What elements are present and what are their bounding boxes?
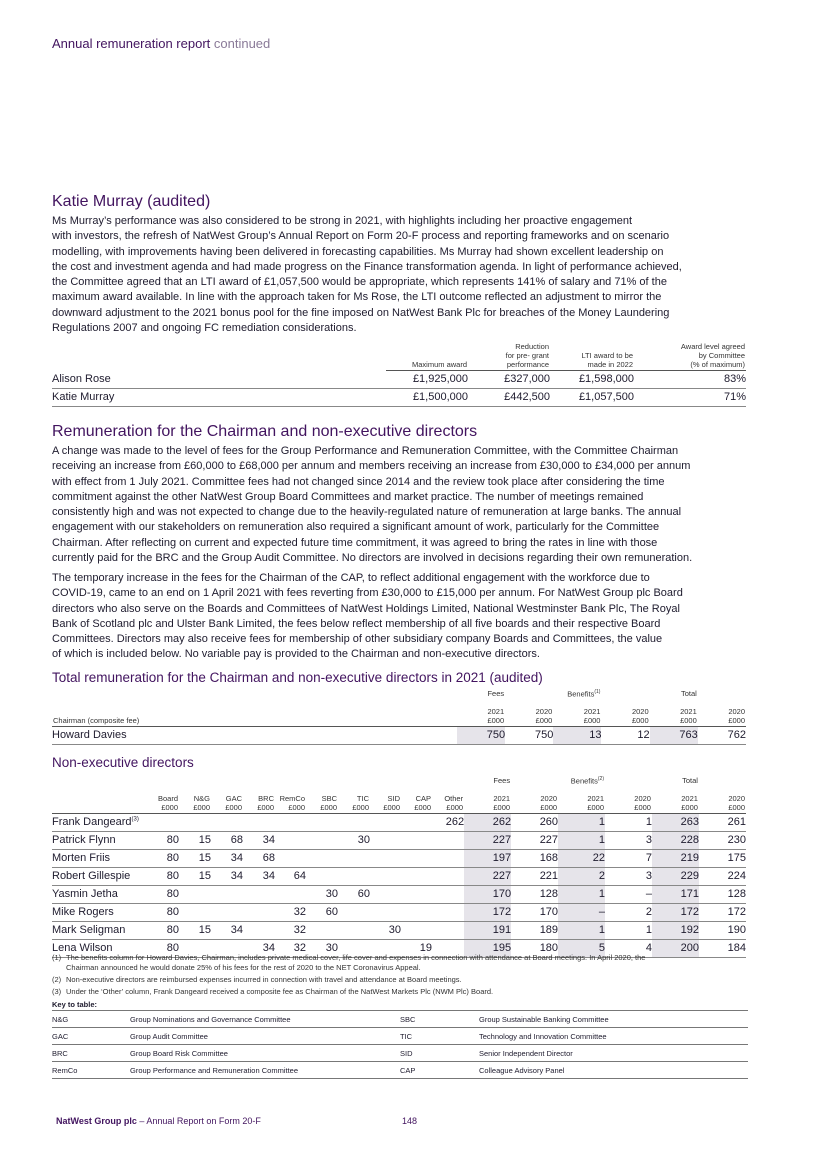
- murray-heading: Katie Murray (audited): [52, 193, 211, 210]
- year-header: 2021 £000: [553, 700, 601, 726]
- cell: 224: [699, 867, 746, 885]
- cell: [432, 885, 464, 903]
- cell: £1,500,000: [386, 388, 468, 406]
- cell: [243, 903, 275, 921]
- cell: [179, 885, 211, 903]
- cell: 263: [652, 813, 699, 831]
- cell: 219: [652, 849, 699, 867]
- cell: 15: [179, 867, 211, 885]
- row-name: Alison Rose: [52, 370, 386, 388]
- year-header: 2021 £000: [464, 787, 511, 813]
- cell: [370, 903, 401, 921]
- cell: 262: [432, 813, 464, 831]
- cell: 1: [605, 921, 652, 939]
- cell: 2: [605, 903, 652, 921]
- text-line: Bank of Scotland plc and Ulster Bank Limited, the fees below reflect membership of all five boards and their respective Board: [52, 617, 661, 630]
- cell: 22: [558, 849, 605, 867]
- cell: 60: [338, 885, 370, 903]
- cell: £1,598,000: [550, 370, 634, 388]
- cell: 227: [464, 831, 511, 849]
- cell: 170: [511, 903, 558, 921]
- cell: [179, 903, 211, 921]
- cell: 34: [243, 867, 275, 885]
- chairman-fee-table: [52, 687, 746, 745]
- row-name: Frank Dangeard$^{(3)}$: [52, 813, 148, 831]
- table-row: [52, 921, 746, 939]
- cell: 128: [511, 885, 558, 903]
- table-row: [52, 813, 746, 831]
- cell: [401, 885, 432, 903]
- page-header: [52, 36, 270, 51]
- cell: [401, 813, 432, 831]
- text-line: Regulations 2007 and ongoing FC remediation considerations.: [52, 322, 357, 335]
- cell: 64: [275, 867, 306, 885]
- year-header: 2020 £000: [511, 787, 558, 813]
- committee-header: CAP £000: [401, 787, 432, 813]
- cell: 13: [553, 726, 601, 744]
- text-line: of which is included below. No variable pay is provided to the Chairman and non-executive directors.: [52, 648, 540, 661]
- cell: 71%: [634, 388, 746, 406]
- footer-text: – Annual Report on Form 20-F: [136, 1116, 261, 1126]
- text-line: receiving an increase from £60,000 to £68,000 per annum and members receiving an increase from £30,000 to £34,000 per annum: [52, 460, 691, 473]
- cell: 4: [605, 939, 652, 957]
- cell: 15: [179, 831, 211, 849]
- cell: 34: [243, 831, 275, 849]
- text-line: currently paid for the BRC and the Group Audit Committee. No directors are involved in decisions regarding their own remuneration.: [52, 552, 693, 565]
- cell: [432, 867, 464, 885]
- year-header: 2020 £000: [699, 787, 746, 813]
- header-suffix: continued: [213, 36, 271, 51]
- cell: 5: [558, 939, 605, 957]
- cell: 1: [558, 813, 605, 831]
- cell: –: [605, 885, 652, 903]
- footer-brand: NatWest Group plc: [56, 1116, 137, 1126]
- cell: [306, 867, 338, 885]
- committee-header: N&G £000: [179, 787, 211, 813]
- cell: 170: [464, 885, 511, 903]
- text-line: maximum award available. In line with the approach taken for Ms Rose, the LTI outcome reflected an adjustment to mirror the: [52, 291, 662, 304]
- cell: 221: [511, 867, 558, 885]
- key-title: Key to table:: [52, 1000, 98, 1009]
- ned-heading: Non-executive directors: [52, 755, 194, 770]
- year-header: 2020 £000: [605, 787, 652, 813]
- committee-header: Board £000: [148, 787, 179, 813]
- cell: [211, 903, 243, 921]
- committee-header: SID £000: [370, 787, 401, 813]
- cell: 261: [699, 813, 746, 831]
- cell: 260: [511, 813, 558, 831]
- year-header: 2020 £000: [505, 700, 553, 726]
- page-number: 148: [402, 1116, 418, 1126]
- lti-table: [52, 340, 746, 407]
- row-name: Lena Wilson: [52, 939, 148, 957]
- cell: 32: [275, 921, 306, 939]
- text-line: the cost and investment agenda and had made progress on the Finance transformation agenda. In light of performance achieved,: [52, 260, 682, 273]
- cell: 168: [511, 849, 558, 867]
- year-header: 2020 £000: [698, 700, 746, 726]
- committee-header: SBC £000: [306, 787, 338, 813]
- committee-header: GAC £000: [211, 787, 243, 813]
- cell: 750: [505, 726, 553, 744]
- text-line: The temporary increase in the fees for the Chairman of the CAP, to reflect additional engagement with the workforce due to: [52, 572, 650, 584]
- key-row: RemCo Group Performance and Remuneration Committee CAP Colleague Advisory Panel: [52, 1062, 748, 1079]
- cell: –: [558, 903, 605, 921]
- text-line: the Committee agreed that an LTI award of £1,057,500 would be appropriate, which represents 141% of salary and 71% of the: [52, 276, 667, 289]
- cell: [370, 849, 401, 867]
- cell: 83%: [634, 370, 746, 388]
- cell: 15: [179, 921, 211, 939]
- year-header: 2021 £000: [558, 787, 605, 813]
- cell: 171: [652, 885, 699, 903]
- committee-header: Other £000: [432, 787, 464, 813]
- group-benefits: Benefits$^{(1)}$: [567, 688, 601, 699]
- cell: £1,925,000: [386, 370, 468, 388]
- cell: 227: [464, 867, 511, 885]
- cell: [401, 867, 432, 885]
- cell: 1: [558, 831, 605, 849]
- cell: 30: [370, 921, 401, 939]
- footnotes: [52, 953, 752, 997]
- cell: [338, 867, 370, 885]
- committee-header: BRC £000: [243, 787, 275, 813]
- cell: 191: [464, 921, 511, 939]
- cell: 1: [605, 813, 652, 831]
- cell: [306, 921, 338, 939]
- header-lti: LTI award to be made in 2022: [550, 340, 634, 370]
- text-line: A change was made to the level of fees for the Group Performance and Remuneration Committee, with the Committee Chairman: [52, 445, 679, 457]
- table-row: [52, 370, 746, 388]
- cell: 7: [605, 849, 652, 867]
- row-name: Yasmin Jetha: [52, 885, 148, 903]
- footnote: (1) The benefits column for Howard Davies, Chairman, includes private medical cover, life cover and expenses in connection with attendance at Board meetings. In April 2020, the Chairman announced he would donate 25% of his fees for the rest of 2020 to the NET Coronavirus Appeal.: [52, 953, 646, 972]
- year-header: 2021 £000: [650, 700, 698, 726]
- text-line: consistently high and was not expected to change due to the heavily-regulated nature of remuneration at large banks. The annual: [52, 506, 682, 519]
- cell: 227: [511, 831, 558, 849]
- footer: [56, 1116, 261, 1126]
- cell: 2: [558, 867, 605, 885]
- cell: [338, 921, 370, 939]
- cell: 34: [211, 849, 243, 867]
- year-header: 2020 £000: [601, 700, 649, 726]
- cell: [306, 831, 338, 849]
- group-total: Total: [682, 776, 698, 785]
- chairman-heading: Remuneration for the Chairman and non-executive directors: [52, 423, 478, 440]
- committee-header: RemCo £000: [275, 787, 306, 813]
- row-name: Mark Seligman: [52, 921, 148, 939]
- cell: 12: [601, 726, 649, 744]
- cell: £1,057,500: [550, 388, 634, 406]
- cell: 3: [605, 831, 652, 849]
- group-total: Total: [680, 689, 697, 698]
- key-row: GAC Group Audit Committee TIC Technology and Innovation Committee: [52, 1028, 748, 1045]
- cell: £327,000: [468, 370, 550, 388]
- chairman-paragraph-1: [52, 444, 772, 566]
- header-reduction: Reduction for pre- grant performance: [468, 340, 550, 370]
- cell: [275, 849, 306, 867]
- cell: [338, 849, 370, 867]
- cell: 172: [652, 903, 699, 921]
- key-table: [52, 1010, 748, 1079]
- cell: 190: [699, 921, 746, 939]
- cell: 172: [699, 903, 746, 921]
- cell: 762: [698, 726, 746, 744]
- table-row: [52, 849, 746, 867]
- cell: 192: [652, 921, 699, 939]
- cell: 197: [464, 849, 511, 867]
- header-level: Award level agreed by Committee (% of maximum): [634, 340, 746, 370]
- cell: £442,500: [468, 388, 550, 406]
- year-header: 2021 £000: [457, 700, 505, 726]
- footnote: (3) Under the ‘Other’ column, Frank Dangeard received a composite fee as Chairman of the NatWest Markets Plc (NWM Plc) Board.: [52, 987, 494, 996]
- cell: [211, 813, 243, 831]
- table-row: [52, 831, 746, 849]
- cell: [370, 867, 401, 885]
- cell: [211, 885, 243, 903]
- cell: [370, 885, 401, 903]
- cell: 30: [306, 939, 338, 957]
- cell: [370, 831, 401, 849]
- cell: 3: [605, 867, 652, 885]
- cell: [179, 813, 211, 831]
- cell: [432, 849, 464, 867]
- cell: 32: [275, 903, 306, 921]
- cell: 34: [211, 867, 243, 885]
- cell: 750: [457, 726, 505, 744]
- cell: 228: [652, 831, 699, 849]
- key-row: N&G Group Nominations and Governance Committee SBC Group Sustainable Banking Committee: [52, 1011, 748, 1028]
- cell: [306, 813, 338, 831]
- cell: 80: [148, 921, 179, 939]
- ned-table: [52, 774, 746, 958]
- cell: [401, 849, 432, 867]
- cell: 80: [148, 939, 179, 957]
- cell: 195: [464, 939, 511, 957]
- committee-header: TIC £000: [338, 787, 370, 813]
- row-name: Patrick Flynn: [52, 831, 148, 849]
- cell: 80: [148, 885, 179, 903]
- footnote: (2) Non-executive directors are reimbursed expenses incurred in connection with travel and attendance at Board meetings.: [52, 975, 462, 984]
- row-label: Chairman (composite fee): [52, 700, 457, 726]
- cell: 184: [699, 939, 746, 957]
- year-header: 2021 £000: [652, 787, 699, 813]
- row-name: Katie Murray: [52, 388, 386, 406]
- cell: 19: [401, 939, 432, 957]
- cell: 68: [243, 849, 275, 867]
- cell: [338, 813, 370, 831]
- total-rem-heading: Total remuneration for the Chairman and non-executive directors in 2021 (audited): [52, 670, 543, 685]
- cell: [401, 831, 432, 849]
- cell: 30: [338, 831, 370, 849]
- text-line: engagement with our stakeholders on remuneration also required a significant amount of work, particularly for the Committee: [52, 521, 660, 534]
- group-benefits: Benefits$^{(2)}$: [570, 775, 605, 786]
- cell: 175: [699, 849, 746, 867]
- cell: [432, 903, 464, 921]
- cell: [401, 921, 432, 939]
- cell: 262: [464, 813, 511, 831]
- cell: [243, 885, 275, 903]
- row-name: Howard Davies: [52, 726, 457, 744]
- cell: 34: [211, 921, 243, 939]
- cell: 1: [558, 921, 605, 939]
- text-line: downward adjustment to the 2021 bonus pool for the fine imposed on NatWest Bank Plc for breaches of the Money Laundering: [52, 306, 670, 319]
- murray-paragraph: [52, 214, 772, 336]
- cell: [401, 903, 432, 921]
- row-label: [52, 787, 148, 813]
- cell: [432, 831, 464, 849]
- cell: 763: [650, 726, 698, 744]
- text-line: COVID-19, came to an end on 1 April 2021 with fees reverting from £30,000 to £15,000 per annum. For NatWest Group plc Board: [52, 587, 683, 600]
- table-row: [52, 726, 746, 744]
- cell: 189: [511, 921, 558, 939]
- cell: 60: [306, 903, 338, 921]
- text-line: directors who also serve on the Boards and Committees of NatWest Holdings Limited, National Westminster Bank Plc, The Royal: [52, 602, 680, 615]
- cell: 32: [275, 939, 306, 957]
- cell: 229: [652, 867, 699, 885]
- cell: 1: [558, 885, 605, 903]
- cell: 172: [464, 903, 511, 921]
- cell: [243, 813, 275, 831]
- cell: [306, 849, 338, 867]
- row-name: Mike Rogers: [52, 903, 148, 921]
- header-title: Annual remuneration report: [52, 36, 211, 51]
- table-row: [52, 903, 746, 921]
- text-line: modelling, with improvements having been delivered in forecasting capabilities. Ms Murray had shown excellent leadership on: [52, 245, 664, 258]
- cell: 15: [179, 849, 211, 867]
- group-fees: Fees: [493, 776, 511, 785]
- cell: 230: [699, 831, 746, 849]
- text-line: Chairman. After reflecting on current and expected future time commitment, it was agreed to bring the rates in line with those: [52, 536, 658, 549]
- table-row: [52, 885, 746, 903]
- cell: 180: [511, 939, 558, 957]
- cell: [432, 921, 464, 939]
- table-row: [52, 867, 746, 885]
- cell: 30: [306, 885, 338, 903]
- cell: [243, 921, 275, 939]
- cell: 128: [699, 885, 746, 903]
- cell: 80: [148, 903, 179, 921]
- text-line: Committees. Directors may also receive fees for membership of other subsidiary company Boards and Committees, the value: [52, 633, 663, 646]
- cell: 80: [148, 831, 179, 849]
- cell: [275, 885, 306, 903]
- table-row: [52, 388, 746, 406]
- row-name: Robert Gillespie: [52, 867, 148, 885]
- text-line: Ms Murray’s performance was also considered to be strong in 2021, with highlights including her proactive engagement: [52, 215, 633, 227]
- cell: [275, 813, 306, 831]
- key-row: BRC Group Board Risk Committee SID Senior Independent Director: [52, 1045, 748, 1062]
- chairman-paragraph-2: [52, 571, 772, 663]
- cell: 80: [148, 867, 179, 885]
- cell: [148, 813, 179, 831]
- cell: [370, 813, 401, 831]
- text-line: commitment against the other NatWest Group Board Committees and market practice. The number of meetings remained: [52, 490, 644, 503]
- row-name: Morten Friis: [52, 849, 148, 867]
- cell: 200: [652, 939, 699, 957]
- header-max: Maximum award: [386, 340, 468, 370]
- text-line: with investors, the refresh of NatWest Group’s Annual Report on Form 20-F process and reporting frameworks and on scenario: [52, 230, 670, 243]
- cell: 34: [243, 939, 275, 957]
- cell: 80: [148, 849, 179, 867]
- cell: 68: [211, 831, 243, 849]
- group-fees: Fees: [487, 689, 505, 698]
- cell: [338, 903, 370, 921]
- text-line: with effect from 1 July 2021. Committee fees had not changed since 2014 and the review took place after considering the time: [52, 475, 665, 488]
- cell: [275, 831, 306, 849]
